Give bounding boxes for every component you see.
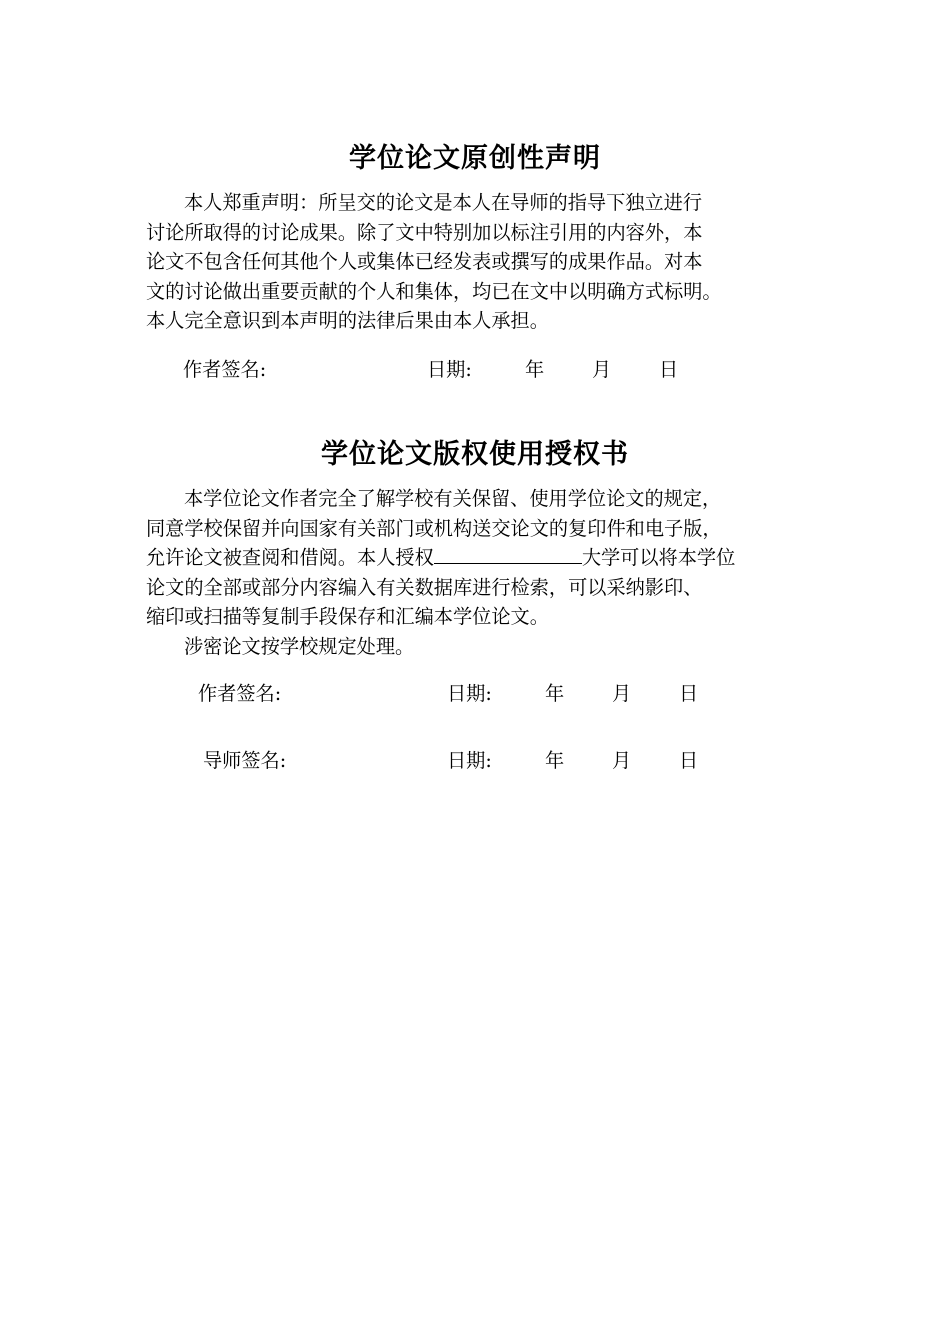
university-name-blank[interactable] (434, 545, 582, 564)
authorization-line: 同意学校保留并向国家有关部门或机构送交论文的复印件和电子版， (146, 516, 722, 540)
year-label: 年 (545, 682, 565, 705)
day-label: 日 (679, 682, 699, 705)
classified-note: 涉密论文按学校规定处理。 (184, 634, 415, 658)
day-label: 日 (679, 749, 699, 772)
authorization-author-sign-label: 作者签名: (198, 682, 282, 705)
authorization-paragraph (146, 484, 816, 661)
declaration-title: 学位论文原创性声明 (349, 143, 601, 174)
month-label: 月 (612, 682, 632, 705)
declaration-line: 文的讨论做出重要贡献的个人和集体，均已在文中以明确方式标明。 (146, 279, 722, 303)
declaration-date-row (427, 358, 678, 382)
authorization-line: 本学位论文作者完全了解学校有关保留、使用学位论文的规定， (184, 487, 722, 510)
year-label: 年 (545, 749, 565, 772)
authorization-author-date-row (447, 682, 698, 706)
authorization-line (146, 543, 816, 573)
declaration-line: 论文不包含任何其他个人或集体已经发表或撰写的成果作品。对本 (146, 250, 703, 273)
authorization-line-part: 允许论文被查阅和借阅。本人授权 (146, 546, 434, 569)
declaration-line: 本人完全意识到本声明的法律后果由本人承担。 (146, 309, 549, 332)
date-label: 日期: (447, 749, 492, 772)
date-label: 日期: (447, 682, 492, 705)
year-label: 年 (525, 358, 545, 381)
declaration-line: 本人郑重声明：所呈交的论文是本人在导师的指导下独立进行 (184, 191, 703, 214)
month-label: 月 (592, 358, 612, 381)
date-label: 日期: (427, 358, 472, 381)
month-label: 月 (612, 749, 632, 772)
authorization-line: 缩印或扫描等复制手段保存和汇编本学位论文。 (146, 605, 549, 628)
authorization-line: 论文的全部或部分内容编入有关数据库进行检索，可以采纳影印、 (146, 575, 703, 599)
declaration-author-sign-label: 作者签名: (183, 358, 267, 381)
authorization-title: 学位论文版权使用授权书 (321, 439, 629, 470)
declaration-line: 讨论所取得的讨论成果。除了文中特别加以标注引用的内容外，本 (146, 220, 703, 244)
day-label: 日 (659, 358, 679, 381)
authorization-line-part: 大学可以将本学位 (581, 546, 736, 569)
supervisor-date-row (447, 749, 698, 773)
supervisor-sign-label: 导师签名: (203, 749, 287, 772)
declaration-paragraph (146, 188, 816, 336)
